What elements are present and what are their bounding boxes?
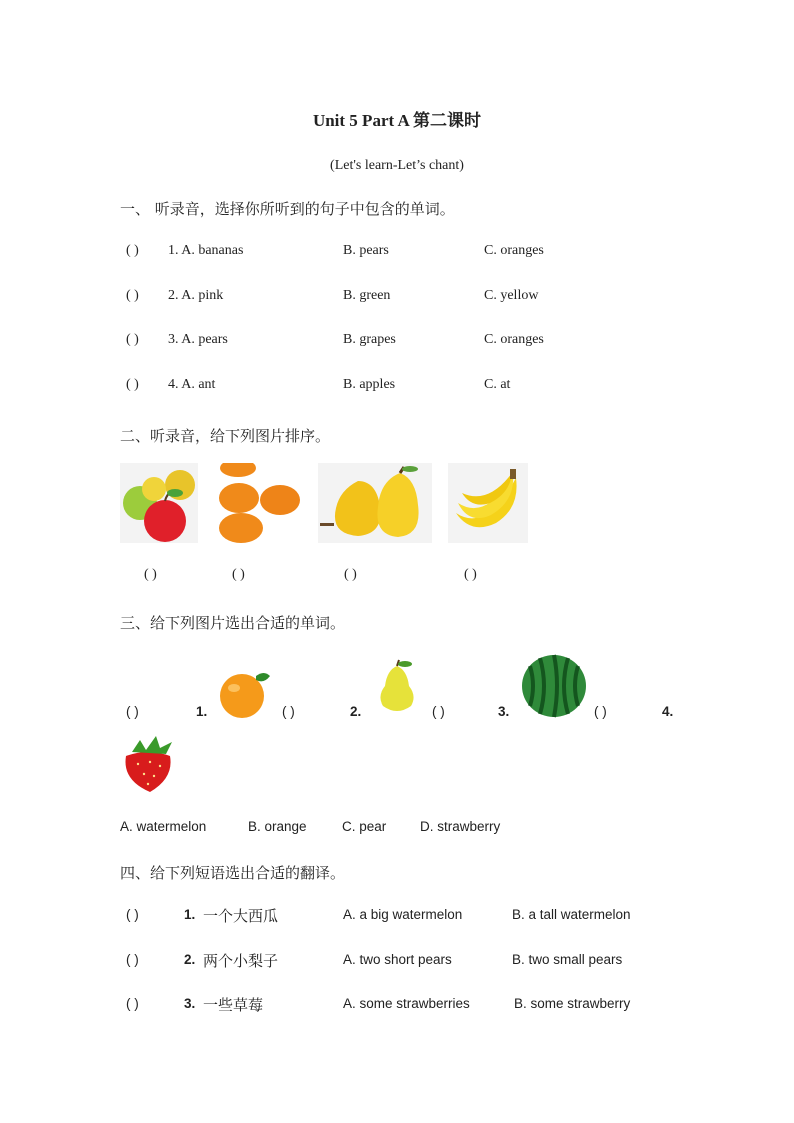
option-d: D. strawberry [420,819,501,834]
question-option-c: C. oranges [484,332,544,347]
answer-blank[interactable]: ( ) [126,704,139,719]
question-option-b: B. grapes [343,332,396,347]
question-option-c: C. oranges [484,243,544,258]
bananas-picture [448,463,528,543]
pears-picture [318,463,432,543]
question-option-b: B. pears [343,243,389,258]
question-option-c: C. at [484,377,511,392]
answer-blank[interactable]: ( ) [126,907,139,922]
pear-picture [374,658,420,714]
option-b: B. orange [248,819,307,834]
option-a: A. watermelon [120,819,207,834]
orange-picture [216,664,274,718]
translation-b: B. some strawberry [514,996,631,1011]
answer-blank[interactable]: ( ) [432,704,445,719]
answer-blank[interactable]: ( ) [126,377,139,392]
question-option-b: B. green [343,288,391,303]
question-option-a: 3. A. pears [168,332,228,347]
translation-a: A. a big watermelon [343,907,463,922]
question-option-b: B. apples [343,377,396,392]
page-subtitle: (Let's learn-Let’s chant) [330,158,464,173]
chinese-phrase: 两个小梨子 [203,952,279,970]
question-option-a: 4. A. ant [168,377,216,392]
order-blank[interactable]: ( ) [232,567,245,582]
answer-blank[interactable]: ( ) [282,704,295,719]
order-blank[interactable]: ( ) [344,567,357,582]
section-4-heading: 四、给下列短语选出合适的翻译。 [120,864,346,882]
section-2-heading: 二、听录音，给下列图片排序。 [120,427,331,445]
item-number: 1. [196,704,208,719]
answer-blank[interactable]: ( ) [126,996,139,1011]
question-option-c: C. yellow [484,288,539,303]
page-title: Unit 5 Part A 第二课时 [312,111,482,130]
item-number: 3. [498,704,510,719]
translation-a: A. two short pears [343,952,452,967]
order-blank[interactable]: ( ) [144,567,157,582]
watermelon-picture [520,654,588,718]
question-option-a: 2. A. pink [168,288,224,303]
apples-picture [120,463,198,543]
translation-b: B. two small pears [512,952,623,967]
section-3-heading: 三、给下列图片选出合适的单词。 [120,614,346,632]
chinese-phrase: 一些草莓 [203,996,264,1014]
strawberry-picture [120,734,176,794]
answer-blank[interactable]: ( ) [594,704,607,719]
question-option-a: 1. A. bananas [168,243,244,258]
translation-b: B. a tall watermelon [512,907,631,922]
option-c: C. pear [342,819,387,834]
translation-a: A. some strawberries [343,996,470,1011]
oranges-picture [216,463,302,543]
answer-blank[interactable]: ( ) [126,332,139,347]
item-number: 3. [184,996,196,1011]
item-number: 2. [184,952,196,967]
item-number: 1. [184,907,196,922]
item-number: 4. [662,704,674,719]
chinese-phrase: 一个大西瓜 [203,907,279,925]
section-1-heading: 一、 听录音，选择你所听到的句子中包含的单词。 [120,200,455,218]
answer-blank[interactable]: ( ) [126,952,139,967]
answer-blank[interactable]: ( ) [126,288,139,303]
item-number: 2. [350,704,362,719]
order-blank[interactable]: ( ) [464,567,477,582]
answer-blank[interactable]: ( ) [126,243,139,258]
